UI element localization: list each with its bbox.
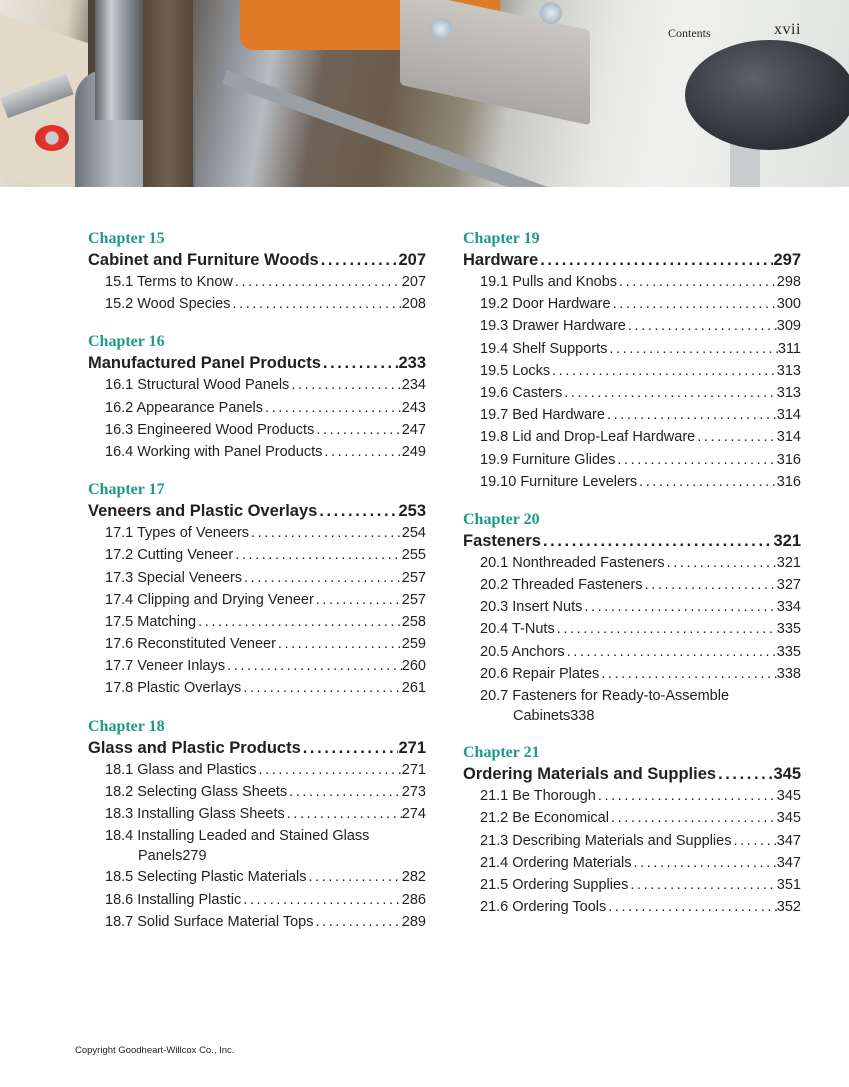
section-title: 19.9 Furniture Glides (480, 451, 616, 468)
toc-section-row[interactable] (463, 471, 801, 493)
section-page: 257 (401, 569, 426, 586)
dot-leader (301, 737, 399, 759)
chapter-title-row[interactable] (88, 352, 426, 374)
section-title: 19.2 Door Hardware (480, 296, 611, 313)
toc-section-row[interactable] (88, 803, 426, 825)
section-page: 311 (777, 340, 801, 357)
section-title: 18.2 Selecting Glass Sheets (105, 783, 288, 800)
dot-leader (628, 874, 776, 896)
section-title: 16.2 Appearance Panels (105, 399, 264, 416)
section-title: 15.2 Wood Species (105, 296, 231, 313)
section-page: 345 (776, 810, 801, 827)
toc-chapter (88, 228, 426, 315)
dot-leader (241, 889, 402, 911)
toc-chapter (88, 716, 426, 933)
section-title: 17.8 Plastic Overlays (105, 680, 242, 697)
section-page: 351 (776, 876, 801, 893)
dot-leader (289, 374, 401, 396)
dot-leader (233, 544, 402, 566)
toc-section-row[interactable] (88, 759, 426, 781)
section-page: 255 (401, 547, 426, 564)
section-title: 21.3 Describing Materials and Supplies (480, 832, 732, 849)
dot-leader (582, 596, 776, 618)
dot-leader (285, 803, 402, 825)
toc-section-row[interactable] (88, 397, 426, 419)
toc-section-row[interactable] (463, 852, 801, 874)
photo-black-knob (685, 40, 849, 150)
section-page: 208 (401, 296, 426, 313)
section-title-continuation: Panels (138, 848, 183, 865)
running-head (668, 21, 801, 42)
section-page: 258 (401, 613, 426, 630)
chapter-label: Chapter 16 (88, 333, 165, 351)
chapter-title: Hardware (463, 251, 539, 269)
section-title: 16.4 Working with Panel Products (105, 443, 323, 460)
section-page: 316 (776, 473, 801, 490)
dot-leader (319, 249, 399, 271)
dot-leader (230, 293, 401, 315)
toc-section-row[interactable] (463, 271, 801, 293)
toc-section-row[interactable] (88, 441, 426, 463)
dot-leader (695, 426, 777, 448)
toc-section-row[interactable] (88, 589, 426, 611)
section-page: 259 (401, 636, 426, 653)
section-page: 327 (776, 577, 801, 594)
page-number: xvii (774, 21, 801, 38)
chapter-title-row[interactable] (88, 249, 426, 271)
dot-leader (606, 896, 777, 918)
dot-leader (242, 567, 402, 589)
section-page: 345 (776, 788, 801, 805)
photo-red-cap (35, 125, 69, 151)
dot-leader (596, 785, 777, 807)
dot-leader (307, 866, 402, 888)
section-page: 254 (401, 525, 426, 542)
section-page: 274 (401, 806, 426, 822)
section-page: 257 (401, 591, 426, 608)
section-page: 316 (776, 451, 801, 468)
toc-section-row[interactable] (463, 685, 801, 726)
dot-leader (550, 360, 777, 382)
chapter-page: 297 (773, 251, 801, 269)
chapter-title-row[interactable] (463, 530, 801, 552)
section-page: 314 (776, 429, 801, 446)
chapter-page: 207 (398, 251, 426, 269)
toc-section-row[interactable] (463, 426, 801, 448)
toc-section-row[interactable] (463, 896, 801, 918)
toc-section-row[interactable] (88, 419, 426, 441)
dot-leader (607, 338, 778, 360)
section-page: 298 (776, 274, 801, 290)
section-title: 21.5 Ordering Supplies (480, 876, 629, 893)
chapter-title-row[interactable] (88, 737, 426, 759)
section-title: 19.5 Locks (480, 362, 551, 379)
dot-leader (605, 404, 777, 426)
dot-leader (249, 522, 402, 544)
photo-metal-plate (400, 0, 590, 125)
toc-section-row[interactable] (88, 374, 426, 396)
section-page: 271 (401, 761, 426, 778)
section-title-continuation: Cabinets (513, 708, 571, 725)
toc-section-row[interactable] (88, 866, 426, 888)
dot-leader (611, 293, 777, 315)
section-page: 260 (401, 658, 426, 675)
section-title: 21.2 Be Economical (480, 810, 609, 827)
section-title: 17.5 Matching (105, 613, 197, 630)
toc-section-row[interactable] (88, 293, 426, 315)
section-title: 17.3 Special Veneers (105, 569, 243, 586)
chapter-title-row[interactable] (463, 249, 801, 271)
section-title: 17.2 Cutting Veneer (105, 547, 234, 564)
section-title: 17.6 Reconstituted Veneer (105, 636, 276, 653)
toc-section-row[interactable] (88, 633, 426, 655)
dot-leader (321, 352, 399, 374)
toc-chapter (463, 228, 801, 493)
toc-section-row[interactable] (88, 611, 426, 633)
toc-section-row[interactable] (463, 596, 801, 618)
section-title: 19.8 Lid and Drop-Leaf Hardware (480, 429, 696, 446)
dot-leader (617, 271, 777, 293)
toc-section-row[interactable] (88, 781, 426, 803)
toc-section-row[interactable] (88, 271, 426, 293)
dot-leader (643, 574, 777, 596)
chapter-label: Chapter 19 (463, 230, 540, 247)
chapter-page: 253 (398, 502, 426, 521)
dot-leader (314, 589, 402, 611)
chapter-title: Manufactured Panel Products (88, 354, 321, 373)
dot-leader (314, 419, 401, 441)
dot-leader (196, 611, 402, 633)
toc-section-row[interactable] (463, 360, 801, 382)
section-title: 19.1 Pulls and Knobs (480, 274, 618, 290)
section-page: 273 (401, 783, 426, 800)
chapter-label: Chapter 17 (88, 481, 165, 499)
toc-left-column (88, 228, 426, 949)
section-title: 20.4 T-Nuts (480, 621, 555, 638)
section-page: 321 (776, 554, 801, 571)
photo-bolt (540, 2, 562, 24)
section-page: 338 (776, 665, 801, 682)
section-title: 21.6 Ordering Tools (480, 899, 607, 916)
section-title: 20.3 Insert Nuts (480, 599, 583, 616)
section-title: 17.4 Clipping and Drying Veneer (105, 591, 314, 608)
section-title: 18.6 Installing Plastic (105, 891, 242, 908)
toc-section-row[interactable] (463, 404, 801, 426)
section-page: 335 (776, 621, 801, 638)
section-page: 289 (401, 913, 426, 930)
section-title: 18.7 Solid Surface Material Tops (105, 913, 314, 930)
section-title: 20.6 Repair Plates (480, 665, 600, 682)
section-page: 338 (570, 708, 595, 725)
section-title: 19.3 Drawer Hardware (480, 318, 626, 335)
toc-section-row[interactable] (88, 655, 426, 677)
dot-leader (555, 618, 777, 640)
section-page: 249 (401, 443, 426, 460)
section-title: 17.7 Veneer Inlays (105, 658, 226, 675)
toc-section-row[interactable] (88, 825, 426, 866)
toc-section-row[interactable] (463, 382, 801, 404)
toc-section-row[interactable] (463, 449, 801, 471)
toc-section-row[interactable] (463, 807, 801, 829)
chapter-title-row[interactable] (463, 763, 801, 785)
toc-section-row[interactable] (88, 677, 426, 699)
section-page: 300 (776, 296, 801, 313)
section-title: 18.4 Installing Leaded and Stained Glass (105, 828, 370, 845)
copyright-footer: Copyright Goodheart-Willcox Co., Inc. (75, 1045, 235, 1056)
section-title: 19.4 Shelf Supports (480, 340, 608, 357)
toc-section-row[interactable] (88, 567, 426, 589)
dot-leader (716, 763, 773, 785)
section-page: 313 (776, 362, 801, 379)
section-title: 20.7 Fasteners for Ready-to-Assemble (480, 688, 730, 704)
dot-leader (317, 500, 398, 522)
section-page: 234 (401, 377, 426, 394)
section-title: 18.5 Selecting Plastic Materials (105, 869, 307, 886)
dot-leader (626, 315, 777, 337)
chapter-title: Glass and Plastic Products (88, 738, 301, 757)
toc-section-row[interactable] (463, 641, 801, 663)
section-title: 18.1 Glass and Plastics (105, 761, 257, 778)
photo-spindle-shaft (95, 0, 143, 120)
photo-bolt (430, 18, 452, 40)
section-title: 19.7 Bed Hardware (480, 407, 605, 424)
chapter-title: Ordering Materials and Supplies (463, 765, 717, 784)
section-title: 15.1 Terms to Know (105, 274, 233, 290)
section-page: 334 (776, 599, 801, 616)
section-page: 247 (401, 421, 426, 438)
dot-leader (233, 271, 402, 293)
chapter-title: Veneers and Plastic Overlays (88, 502, 318, 521)
dot-leader (538, 249, 773, 271)
dot-leader (276, 633, 402, 655)
chapter-title-row[interactable] (88, 500, 426, 522)
section-page: 347 (776, 854, 801, 871)
dot-leader (731, 830, 776, 852)
dot-leader (287, 781, 402, 803)
toc-section-row[interactable] (463, 785, 801, 807)
chapter-title: Fasteners (463, 531, 541, 550)
photo-wood-post-2 (143, 0, 193, 187)
section-page: 261 (401, 680, 426, 697)
dot-leader (241, 677, 402, 699)
section-page: 314 (776, 407, 801, 424)
section-page: 335 (776, 643, 801, 660)
section-title: 16.1 Structural Wood Panels (105, 377, 290, 394)
chapter-label: Chapter 20 (463, 510, 540, 528)
toc-section-row[interactable] (463, 315, 801, 337)
dot-leader (263, 397, 402, 419)
dot-leader (609, 807, 777, 829)
section-title: 19.6 Casters (480, 384, 563, 401)
section-title: 17.1 Types of Veneers (105, 525, 250, 542)
section-page: 286 (401, 891, 426, 908)
section-page: 352 (776, 899, 801, 916)
section-page: 207 (401, 274, 426, 290)
toc-section-row[interactable] (88, 544, 426, 566)
toc-section-row[interactable] (463, 874, 801, 896)
toc-right-column (463, 228, 801, 934)
chapter-page: 271 (398, 738, 426, 757)
section-title: 19.10 Furniture Levelers (480, 473, 638, 490)
chapter-label: Chapter 15 (88, 230, 165, 247)
toc-section-row[interactable] (463, 552, 801, 574)
toc-section-row[interactable] (463, 574, 801, 596)
toc-section-row[interactable] (88, 911, 426, 933)
dot-leader (637, 471, 777, 493)
chapter-title: Cabinet and Furniture Woods (88, 251, 319, 269)
dot-leader (322, 441, 401, 463)
toc-section-row[interactable] (463, 830, 801, 852)
header-photo (0, 0, 849, 187)
dot-leader (314, 911, 402, 933)
section-title: 20.1 Nonthreaded Fasteners (480, 554, 665, 571)
toc-section-row[interactable] (463, 618, 801, 640)
dot-leader (541, 530, 774, 552)
toc-chapter (88, 331, 426, 463)
dot-leader (562, 382, 777, 404)
section-page: 309 (776, 318, 801, 335)
dot-leader (632, 852, 777, 874)
chapter-page: 345 (773, 765, 801, 784)
toc-chapter (463, 509, 801, 726)
section-page: 313 (776, 384, 801, 401)
dot-leader (599, 663, 777, 685)
section-title: 20.5 Anchors (480, 643, 565, 660)
chapter-label: Chapter 21 (463, 744, 540, 762)
dot-leader (257, 759, 402, 781)
toc-chapter (88, 479, 426, 700)
section-title: 16.3 Engineered Wood Products (105, 421, 315, 438)
toc-section-row[interactable] (88, 522, 426, 544)
dot-leader (225, 655, 402, 677)
dot-leader (565, 641, 777, 663)
toc-section-row[interactable] (463, 338, 801, 360)
section-title: 21.4 Ordering Materials (480, 854, 632, 871)
chapter-label: Chapter 18 (88, 717, 165, 735)
section-page: 347 (776, 832, 801, 849)
toc-section-row[interactable] (463, 663, 801, 685)
section-title: 21.1 Be Thorough (480, 788, 596, 805)
dot-leader (665, 552, 777, 574)
section-page: 279 (182, 848, 207, 865)
section-title: 20.2 Threaded Fasteners (480, 577, 643, 594)
section-page: 243 (401, 399, 426, 416)
dot-leader (615, 449, 776, 471)
toc-section-row[interactable] (463, 293, 801, 315)
chapter-page: 321 (773, 531, 801, 550)
section-title: 18.3 Installing Glass Sheets (105, 806, 285, 822)
section-page: 282 (401, 869, 426, 886)
toc-section-row[interactable] (88, 889, 426, 911)
chapter-page: 233 (398, 354, 426, 373)
toc-chapter (463, 742, 801, 918)
running-head-section: Contents (668, 26, 711, 40)
